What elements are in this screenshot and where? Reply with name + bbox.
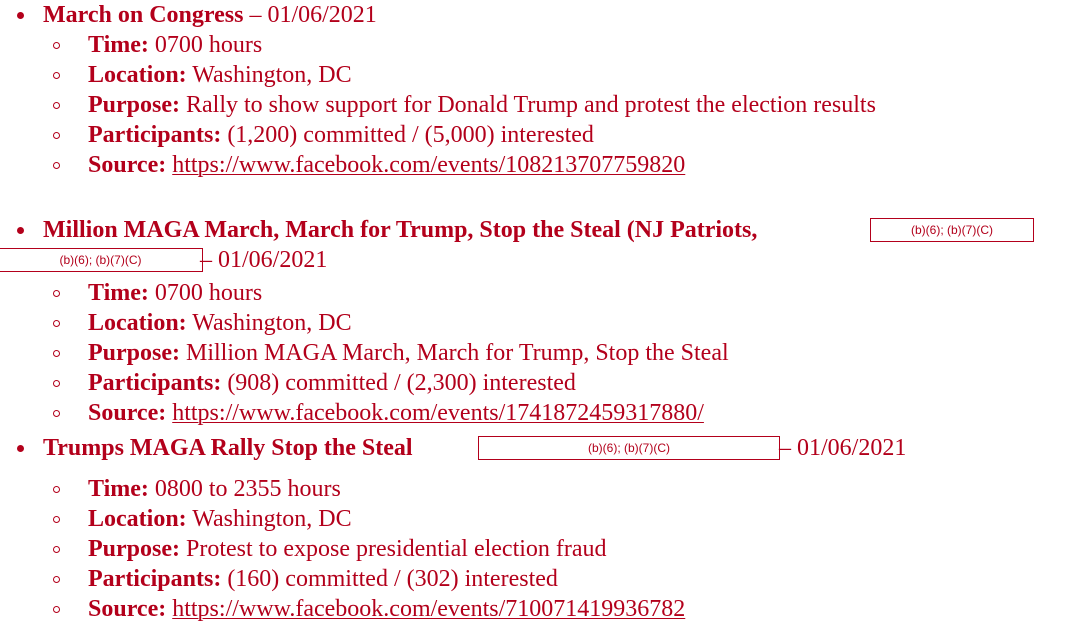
date-separator: – (779, 435, 797, 461)
event-heading (43, 433, 413, 463)
event-heading (43, 0, 377, 30)
detail-value: (908) committed / (2,300) interested (221, 370, 576, 396)
sub-bullet-icon (53, 132, 60, 139)
detail-value: (160) committed / (302) interested (221, 566, 558, 592)
sub-bullet-icon (53, 486, 60, 493)
detail-location (88, 504, 352, 534)
detail-value: Washington, DC (186, 310, 352, 336)
event-heading (43, 215, 757, 245)
detail-value: Million MAGA March, March for Trump, Stop the Steal (180, 340, 729, 366)
detail-label: Time: (88, 476, 149, 502)
detail-source (88, 150, 685, 180)
detail-value: 0800 to 2355 hours (148, 476, 341, 502)
event-title: Million MAGA March, March for Trump, Stop the Steal (NJ Patriots, (43, 217, 758, 243)
sub-bullet-icon (53, 102, 60, 109)
event-title: Trumps MAGA Rally Stop the Steal (43, 435, 413, 461)
detail-source (88, 398, 704, 428)
redaction-box: (b)(6); (b)(7)(C) (0, 248, 203, 272)
source-link[interactable]: https://www.facebook.com/events/1741872459317880/ (172, 400, 704, 426)
sub-bullet-icon (53, 606, 60, 613)
sub-bullet-icon (53, 410, 60, 417)
sub-bullet-icon (53, 516, 60, 523)
bullet-icon (17, 12, 24, 19)
detail-time (88, 30, 262, 60)
source-link[interactable]: https://www.facebook.com/events/108213707759820 (172, 152, 686, 178)
detail-label: Location: (88, 506, 187, 532)
sub-bullet-icon (53, 350, 60, 357)
bullet-icon (17, 445, 24, 452)
event-date: 01/06/2021 (797, 435, 907, 461)
detail-label: Source: (88, 596, 167, 622)
detail-participants (88, 368, 576, 398)
detail-label: Purpose: (88, 536, 180, 562)
detail-label: Time: (88, 32, 149, 58)
sub-bullet-icon (53, 72, 60, 79)
redaction-box: (b)(6); (b)(7)(C) (870, 218, 1034, 242)
detail-label: Participants: (88, 566, 222, 592)
detail-time (88, 474, 341, 504)
sub-bullet-icon (53, 380, 60, 387)
event-date-line (200, 245, 327, 275)
detail-value: 0700 hours (148, 32, 263, 58)
sub-bullet-icon (53, 546, 60, 553)
detail-participants (88, 564, 558, 594)
date-separator: – (200, 247, 218, 273)
detail-value: Washington, DC (186, 62, 352, 88)
source-link[interactable]: https://www.facebook.com/events/710071419936782 (172, 596, 686, 622)
detail-label: Location: (88, 310, 187, 336)
detail-value: Washington, DC (186, 506, 352, 532)
sub-bullet-icon (53, 576, 60, 583)
detail-purpose (88, 534, 607, 564)
detail-time (88, 278, 262, 308)
detail-purpose (88, 338, 729, 368)
event-date-line (779, 433, 906, 463)
detail-value: Rally to show support for Donald Trump and protest the election results (180, 92, 876, 118)
event-title: March on Congress (43, 2, 244, 28)
detail-location (88, 60, 352, 90)
detail-label: Participants: (88, 122, 222, 148)
detail-source (88, 594, 685, 624)
detail-value: (1,200) committed / (5,000) interested (221, 122, 594, 148)
date-separator: – (243, 2, 268, 28)
sub-bullet-icon (53, 42, 60, 49)
detail-location (88, 308, 352, 338)
detail-value: 0700 hours (148, 280, 263, 306)
event-date: 01/06/2021 (218, 247, 328, 273)
detail-value: Protest to expose presidential election fraud (180, 536, 607, 562)
detail-label: Purpose: (88, 92, 180, 118)
detail-label: Participants: (88, 370, 222, 396)
detail-purpose (88, 90, 876, 120)
event-date: 01/06/2021 (267, 2, 377, 28)
detail-label: Purpose: (88, 340, 180, 366)
redaction-box: (b)(6); (b)(7)(C) (478, 436, 780, 460)
detail-label: Source: (88, 400, 167, 426)
detail-label: Location: (88, 62, 187, 88)
detail-label: Time: (88, 280, 149, 306)
sub-bullet-icon (53, 320, 60, 327)
detail-participants (88, 120, 594, 150)
bullet-icon (17, 227, 24, 234)
sub-bullet-icon (53, 162, 60, 169)
detail-label: Source: (88, 152, 167, 178)
sub-bullet-icon (53, 290, 60, 297)
